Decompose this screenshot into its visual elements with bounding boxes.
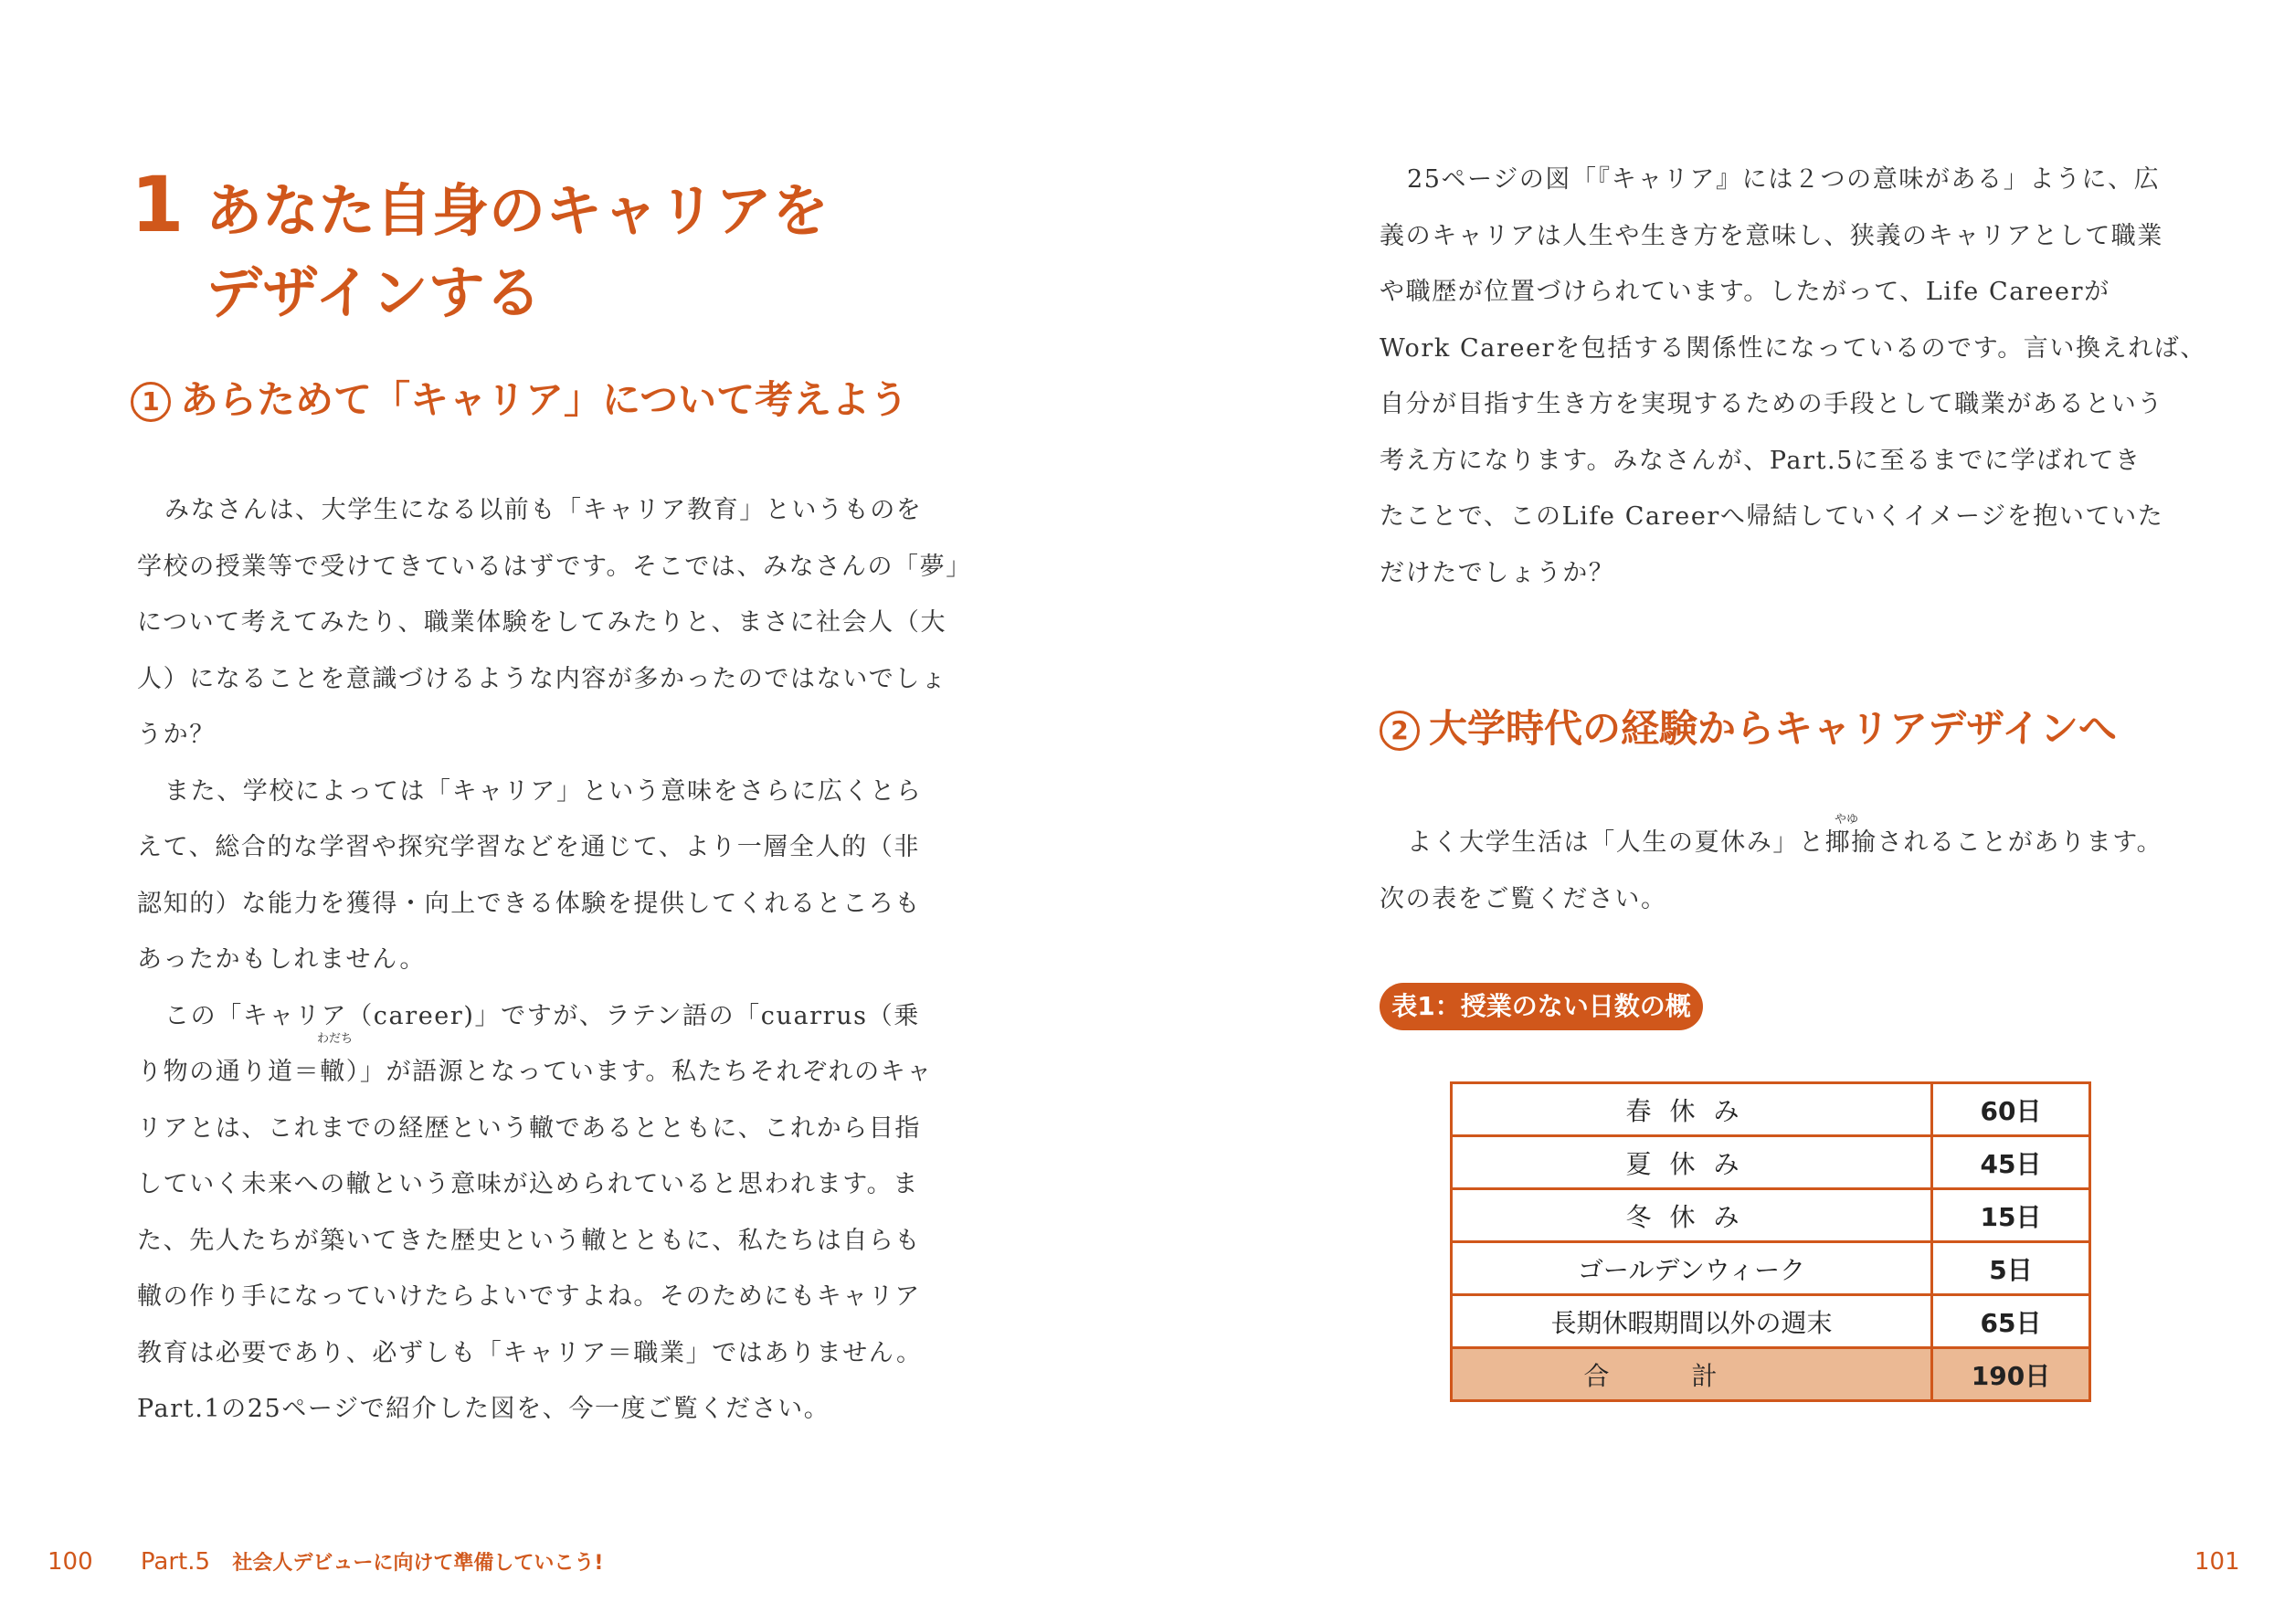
section-title-2: 大学時代の経験からキャリアデザインへ [1429,706,2118,751]
chapter-title [206,170,829,334]
body-line: 教育は必要であり、必ずしも「キャリア＝職業」ではありません。 [137,1338,923,1367]
ruby-yayu: やゆ [1835,813,1859,827]
section-heading-1 [131,374,908,426]
table-row [1452,1295,2090,1348]
table-total-value: 190日 [1932,1348,2090,1401]
body-line: よく大学生活は「人生の夏休み」と揶揄されることがあります。 [1407,828,2163,857]
table-cell-value: 65日 [1932,1295,2090,1348]
body-line: 轍の作り手になっていけたらよいですよね。そのためにもキャリア [137,1282,921,1311]
body-line: 自分が目指す生き方を実現するための手段として職業があるという [1380,390,2163,418]
body-line: あったかもしれません。 [137,945,426,974]
days-off-table [1450,1081,2091,1402]
body-line: り物の通り道＝轍）」が語源となっています。私たちそれぞれのキャ [137,1058,933,1086]
table-cell-label: 冬休み [1452,1189,1932,1242]
table-row [1452,1189,2090,1242]
body-line: だけたでしょうか？ [1380,558,1615,587]
body-line: Work Careerを包括する関係性になっているのです。言い換えれば、 [1380,333,2206,363]
body-line: また、学校によっては「キャリア」という意味をさらに広くとら [164,776,923,806]
table-cell-value: 15日 [1932,1189,2090,1242]
table-cell-value: 60日 [1932,1083,2090,1136]
body-line: リアとは、これまでの経歴という轍であるとともに、これから目指 [137,1113,921,1143]
body-line: 人）になることを意識づけるような内容が多かったのではないでしょ [137,664,947,693]
body-line: 考え方になります。みなさんが、Part.5に至るまでに学ばれてき [1380,446,2141,475]
table-row [1452,1083,2090,1136]
body-line: うか？ [137,721,216,749]
body-line: みなさんは、大学生になる以前も「キャリア教育」というものを [164,496,923,524]
body-line: Part.1の25ページで紹介した図を、今一度ご覧ください。 [137,1395,830,1423]
table-cell-value: 45日 [1932,1136,2090,1189]
ruby-wadachi: わだち [317,1032,354,1046]
body-line: していく未来への轍という意味が込められていると思われます。ま [137,1170,919,1198]
footer-title: 社会人デビューに向けて準備していこう! [232,1552,604,1575]
chapter-title-line1: あなた自身のキャリアを [206,177,830,244]
body-line: た、先人たちが築いてきた歴史という轍とともに、私たちは自らも [137,1226,921,1255]
section-number-2: 2 [1380,711,1420,751]
body-line: えて、総合的な学習や探究学習などを通じて、より一層全人的（非 [137,833,920,861]
footer-left [48,1546,603,1579]
table-cell-label: 春休み [1452,1083,1932,1136]
section-title-1: あらためて「キャリア」について考えよう [180,377,909,422]
body-line: について考えてみたり、職業体験をしてみたりと、まさに社会人（大 [137,608,947,637]
table-row [1452,1136,2090,1189]
body-line: 25ページの図「『キャリア』には２つの意味がある」ように、広 [1407,165,2161,194]
body-line: 認知的）な能力を獲得・向上できる体験を提供してくれるところも [137,889,921,918]
table-cell-label: 長期休暇期間以外の週末 [1452,1295,1932,1348]
footer-part: Part.5 [140,1548,211,1576]
table-total-label: 合計 [1452,1348,1932,1401]
page-number-left: 100 [48,1548,93,1576]
table-total-row [1452,1348,2090,1401]
body-line: たことで、このLife Careerへ帰結していくイメージを抱いていた [1380,502,2164,531]
body-line: 次の表をご覧ください。 [1380,884,1667,913]
chapter-title-line2: デザインする [206,259,542,326]
right-body-paragraph-1 [1380,152,2206,601]
page-number-right: 101 [2194,1548,2240,1576]
table-cell-label: ゴールデンウィーク [1452,1242,1932,1295]
chapter-number: 1 [131,160,185,249]
body-line: 学校の授業等で受けてきているはずです。そこでは、みなさんの「夢」 [137,552,972,581]
left-body-paragraphs [137,482,972,1438]
section-heading-2 [1380,703,2117,754]
right-body-paragraph-2 [1380,815,2162,927]
body-line: この「キャリア（career)」ですが、ラテン語の「cuarrus（乗 [164,1001,920,1030]
body-line: や職歴が位置づけられています。したがって、Life Careerが [1380,278,2110,306]
section-number-1: 1 [131,382,171,422]
body-line: 義のキャリアは人生や生き方を意味し、狭義のキャリアとして職業 [1380,221,2163,250]
table-caption: 表1：授業のない日数の概算 [1380,983,1703,1030]
table-cell-value: 5日 [1932,1242,2090,1295]
table-cell-label: 夏休み [1452,1136,1932,1189]
table-row [1452,1242,2090,1295]
